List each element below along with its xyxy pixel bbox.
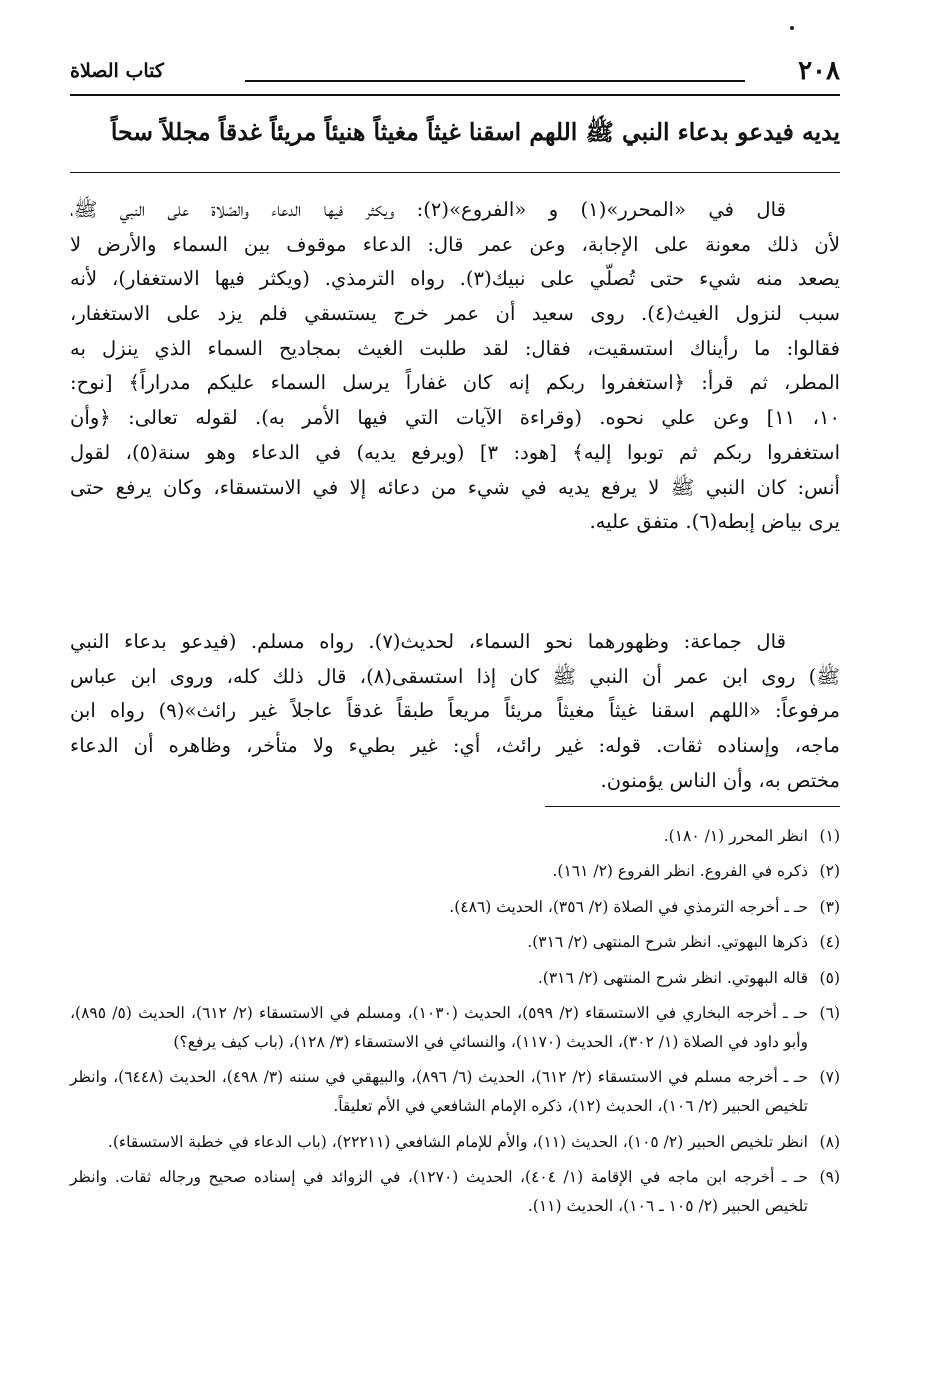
footnote-6 [70,999,840,1057]
footnote-3 [70,893,840,922]
commentary-paragraph-1 [70,193,840,540]
text-line: قال في «المحرر»(١) و «الفروع»(٢): ويكثر فيها الدعاء والصّلاة على النبي ﷺ، [70,198,786,221]
footnote-number: (٨) [819,1132,840,1151]
book-title: كتاب الصلاة [70,60,164,82]
text-line: سبب لنزول الغيث(٤). روى سعيد أن عمر خرج يستسقي فلم يزد على الاستغفار، [70,302,840,326]
footnote-5 [70,964,840,993]
text-line: مختص به، وأن الناس يؤمنون. [600,768,840,792]
footnote-number: (٥) [819,968,840,987]
footnote-text: انظر المحرر (١/ ١٨٠). [663,827,808,845]
footnote-text: انظر تلخيص الحبير (٢/ ١٠٥)، الحديث (١١)، والأم للإمام الشافعي (٢٢٢١١)، (باب الدعاء في خطبة الاستسقاء). [107,1132,808,1151]
commentary-paragraph-2 [70,625,840,798]
footnote-number: (٤) [819,933,840,952]
footnote-4 [70,928,840,957]
footnote-text: ذكره في الفروع. انظر الفروع (٢/ ١٦١). [552,862,808,881]
footnote-rule [545,806,840,807]
footnote-8 [70,1128,840,1157]
footnote-text: حـ ـ أخرجه الترمذي في الصلاة (٢/ ٣٥٦)، الحديث (٤٨٦). [449,897,808,916]
footnotes [70,822,840,1228]
text-line: لأن ذلك معونة على الإجابة، وعن عمر قال: الدعاء موقوف بين السماء والأرض لا [70,232,840,256]
page-number: ٢٠٨ [798,56,840,86]
text-line: المطر، ثم قرأ: ﴿استغفروا ربكم إنه كان غفاراً يرسل السماء عليكم مدراراً﴾ [نوح: [70,371,840,395]
text-line: أنس: كان النبي ﷺ لا يرفع يديه في شيء من دعائه إلا في الاستسقاء، وكان يرفع حتى [70,475,840,499]
footnote-number: (٩) [819,1168,840,1187]
footnote-number: (٢) [819,862,840,881]
footnote-text: ذكرها البهوتي. انظر شرح المنتهى (٢/ ٣١٦). [527,933,808,952]
footnote-text: حـ ـ أخرجه البخاري في الاستسقاء (٢/ ٥٩٩)، الحديث (١٠٣٠)، ومسلم في الاستسقاء (٢/ ٦١٢)، الحديث (٥/ ٨٩٥)، وأبو داود في الصلاة (١/ ٣٠٢)، الحديث (١١٧٠)، والنسائي في الاستسقاء (٣/ ١٢٨)، (باب كيف يرفع؟) [70,1003,809,1051]
footnote-number: (٣) [819,897,840,916]
footnote-9 [70,1163,840,1221]
header-rule [70,94,840,96]
text-line: ماجه، وإسناده ثقات. قوله: غير رائث، أي: غير بطيء ولا متأخر، وظاهره أن الدعاء [70,734,840,758]
matn-text: يديه فيدعو بدعاء النبي ﷺ اللهم اسقنا غيثاً مغيثاً هنيئاً مريئاً غدقاً مجللاً سحاً [110,118,840,146]
text-line: يرى بياض إبطه(٦). متفق عليه. [589,510,840,534]
text-line: يصعد منه شيء حتى تُصلّي على نبيك(٣). رواه الترمذي. (ويكثر فيها الاستغفار)، لأنه [70,267,840,291]
footnote-text: حـ ـ أخرجه مسلم في الاستسقاء (٢/ ٦١٢)، الحديث (٦/ ٨٩٦)، والبيهقي في سننه (٣/ ٤٩٨)، الحديث (٦٤٤٨)، وانظر تلخيص الحبير (٢/ ١٠٦)، الحديث (١٢)، ذكره الإمام الشافعي في الأم تعليقاً. [70,1068,809,1116]
text-line: ﷺ) روى ابن عمر أن النبي ﷺ كان إذا استسقى(٨)، قال ذلك كله، وروى ابن عباس [70,664,840,688]
text-line: استغفروا ربكم ثم توبوا إليه﴾ [هود: ٣] (ويرفع يديه) في الدعاء وهو سنة(٥)، لقول [70,440,840,464]
footnote-text: حـ ـ أخرجه ابن ماجه في الإقامة (١/ ٤٠٤)، الحديث (١٢٧٠)، في الزوائد في إسناده صحيح ورجاله ثقات. وانظر تلخيص الحبير (٢/ ١٠٥ ـ ١٠٦)، الحديث (١١). [70,1168,809,1216]
footnote-number: (١) [819,827,840,845]
footnote-number: (٧) [819,1068,840,1087]
text-line: قال جماعة: وظهورهما نحو السماء، لحديث(٧). رواه مسلم. (فيدعو بدعاء النبي [70,630,786,653]
page-mark [790,26,794,30]
footnote-text: قاله البهوتي. انظر شرح المنتهى (٢/ ٣١٦). [537,968,808,987]
text-line: مرفوعاً: «اللهم اسقنا غيثاً مغيثاً مريئاً مريعاً طبقاً غدقاً عاجلاً غير رائث»(٩) رواه ابن [70,699,840,723]
text-line: ١٠، ١١] وعن علي نحوه. (وقراءة الآيات التي فيها الأمر به). لقوله تعالى: ﴿وأن [70,406,840,430]
text-line: فقالوا: ما رأيناك استسقيت، فقال: لقد طلبت الغيث بمجاديح السماء الذي ينزل به [70,336,840,360]
header-line [245,80,745,82]
page-header [70,56,840,86]
footnote-7 [70,1063,840,1121]
footnote-2 [70,857,840,886]
matn-rule [70,172,840,173]
footnote-number: (٦) [819,1003,840,1022]
footnote-1 [70,822,840,851]
